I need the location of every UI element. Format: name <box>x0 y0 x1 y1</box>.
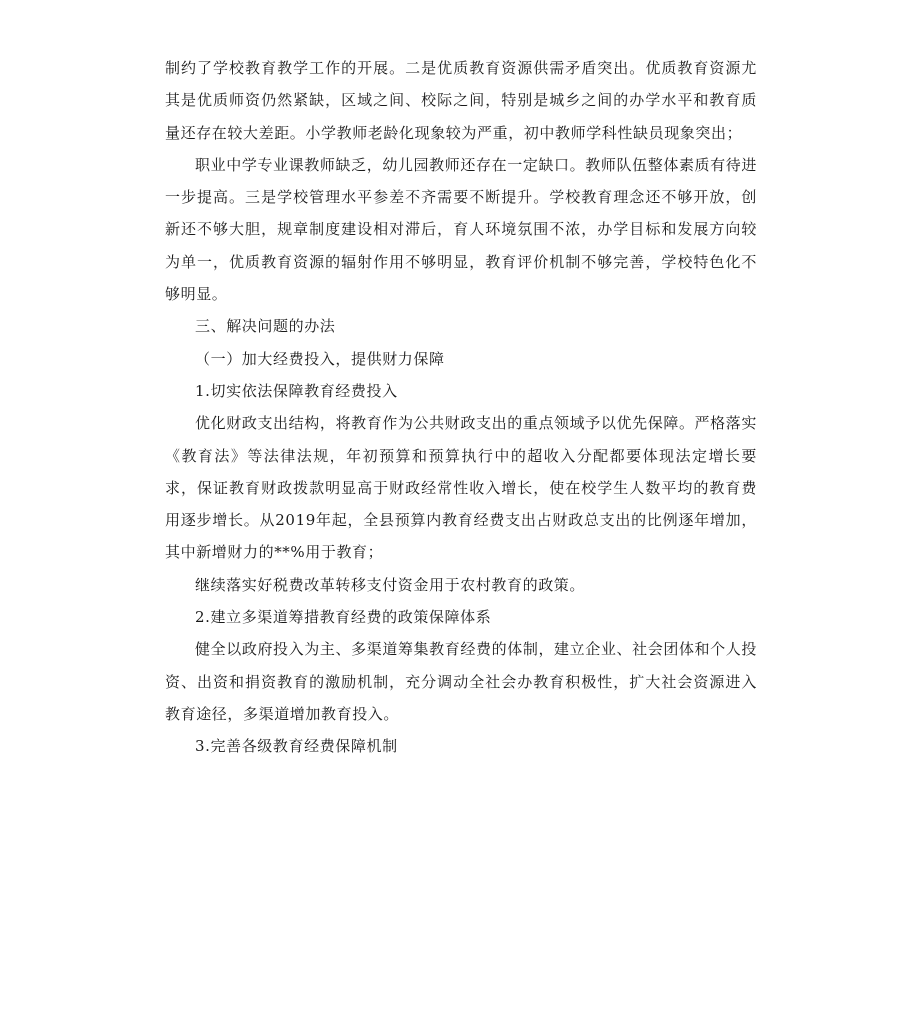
subsection-heading-funding: （一）加大经费投入，提供财力保障 <box>195 349 445 368</box>
paragraph-teacher-shortage: 职业中学专业课教师缺乏，幼儿园教师还存在一定缺口。教师队伍整体素质有待进一步提高。三是学校管理水平参差不齐需要不断提升。学校教育理念还不够开放，创新还不够大胆，规章制度建设相对滞后，育人环境氛围不浓，办学目标和发展方向较为单一，优质教育资源的辐射作用不够明显，教育评价机制不够完善，学校特色化不够明显。 <box>165 155 757 304</box>
paragraph-tax-reform: 继续落实好税费改革转移支付资金用于农村教育的政策。 <box>195 575 586 594</box>
item-heading-3: 3.完善各级教育经费保障机制 <box>195 737 398 756</box>
paragraph-fiscal-structure: 优化财政支出结构，将教育作为公共财政支出的重点领域予以优先保障。严格落实《教育法》等法律法规，年初预算和预算执行中的超收入分配都要体现法定增长要求，保证教育财政拨款明显高于财政经常性收入增长，使在校学生人数平均的教育费用逐步增长。从2019年起，全县预算内教育经费支出占财政总支出的比例逐年增加，其中新增财力的**%用于教育； <box>165 414 757 562</box>
item-heading-1: 1.切实依法保障教育经费投入 <box>195 381 398 400</box>
paragraph-multi-channel: 健全以政府投入为主、多渠道筹集教育经费的体制，建立企业、社会团体和个人投资、出资和捐资教育的激励机制，充分调动全社会办教育积极性，扩大社会资源进入教育途径，多渠道增加教育投入。 <box>165 640 757 723</box>
item-heading-2: 2.建立多渠道筹措教育经费的政策保障体系 <box>195 608 492 627</box>
section-heading-solutions: 三、解决问题的办法 <box>195 317 336 336</box>
paragraph-continuation: 制约了学校教育教学工作的开展。二是优质教育资源供需矛盾突出。优质教育资源尤其是优质师资仍然紧缺，区域之间、校际之间，特别是城乡之间的办学水平和教育质量还存在较大差距。小学教师老龄化现象较为严重，初中教师学科性缺员现象突出； <box>165 59 757 142</box>
document-body <box>165 52 757 763</box>
